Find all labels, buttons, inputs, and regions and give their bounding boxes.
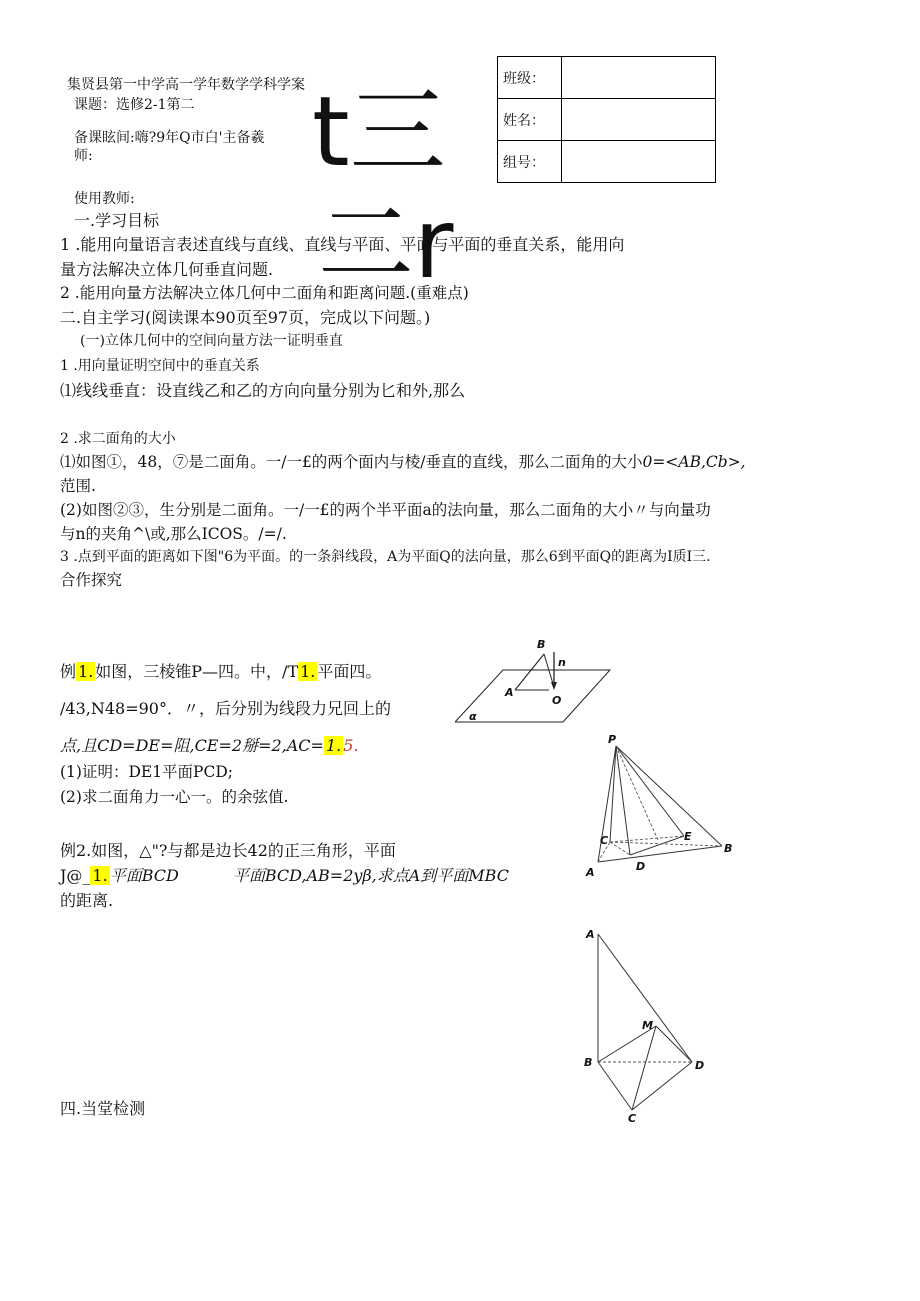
normal-arrowhead	[551, 682, 557, 690]
item1-heading: 1 .用向量证明空间中的垂直关系	[60, 358, 260, 374]
item2-a-line2: 范围.	[60, 477, 96, 495]
plane-alpha	[455, 670, 610, 722]
label-M: M	[642, 1019, 653, 1032]
label-D: D	[695, 1059, 705, 1072]
item2-b-line1: (2)如图②③，生分别是二面角。一/一£的两个半平面a的法向量，那么二面角的大小〃与向量功	[60, 501, 711, 519]
ex1-mid: 如图，三棱锥P—四。中，/T	[95, 662, 299, 681]
topic-line: 课题：选修2-1第二	[74, 97, 195, 113]
ex2-highlight: 1.	[92, 866, 108, 885]
goal1-line1: 1 .能用向量语言表述直线与直线、直线与平面、平面与平面的垂直关系，能用向	[60, 235, 625, 254]
group-value[interactable]	[562, 141, 716, 183]
label-A: A	[586, 866, 595, 879]
edge-CD-hidden	[610, 842, 630, 855]
edge-CD	[632, 1062, 692, 1110]
label-B: B	[584, 1056, 593, 1069]
item2-a-line1	[60, 450, 746, 472]
item2-b-line2: 与n的夹角^\或,那么ICOS。/=/.	[60, 525, 287, 543]
label-A: A	[505, 686, 514, 699]
example2-line3: 的距离.	[60, 891, 114, 910]
edge-MD	[656, 1026, 692, 1062]
ex1-suffix: 平面四。	[317, 662, 382, 681]
label-alpha: α	[469, 710, 477, 723]
school-title: 集贤县第一中学高一学年数学学科学案	[67, 77, 305, 93]
edge-PC	[610, 746, 616, 842]
name-value[interactable]	[562, 99, 716, 141]
label-B: B	[537, 638, 546, 651]
example1-line3	[60, 733, 358, 756]
info-row-group	[498, 141, 716, 183]
example2-line1: 例2.如图，△"?与都是边长42的正三角形，平面	[60, 841, 396, 860]
example1-line2: /43,N48=90°．〃，后分别为线段力兄回上的	[60, 699, 391, 718]
ex2-prefix: J@_	[60, 866, 91, 885]
class-value[interactable]	[562, 57, 716, 99]
student-info-table	[497, 56, 716, 183]
ex1-red-value: 5.	[343, 736, 359, 755]
example1-question1: (1)证明：DE1平面PCD;	[60, 763, 233, 781]
group-label: 组号：	[498, 141, 562, 183]
label-C: C	[628, 1112, 637, 1125]
item1-a: ⑴线线垂直：设直线乙和乙的方向向量分别为匕和外,那么	[60, 381, 466, 400]
section2-title: 二.自主学习(阅读课本90页至97页，完成以下问题。)	[60, 308, 431, 327]
label-O: O	[552, 694, 562, 707]
item2-heading: 2 .求二面角的大小	[60, 431, 176, 447]
teacher-label: 师:	[74, 148, 93, 164]
info-row-class	[498, 57, 716, 99]
label-E: E	[684, 830, 692, 843]
goal1-line2: 量方法解决立体几何垂直问题.	[60, 260, 274, 279]
figure-pyramid-PABC	[578, 730, 748, 880]
class-label: 班级：	[498, 57, 562, 99]
figure-plane-normal	[455, 632, 615, 728]
ex1-prefix: 例	[60, 662, 77, 681]
ex1-l3-prefix: 点,且CD=DE=阻,CE=2掰=2,AC=	[60, 736, 324, 755]
ex1-highlight-1: 1.	[78, 662, 94, 681]
label-C: C	[600, 834, 609, 847]
goal2: 2 .能用向量方法解决立体几何中二面角和距离问题.(重难点)	[60, 284, 469, 302]
label-A: A	[586, 928, 595, 941]
segment-AB	[515, 654, 544, 690]
figure-tetrahedron-ABCD	[580, 922, 720, 1128]
ex2-suffix: 平面BCD,AB=2yβ,求点A到平面MBC	[232, 866, 509, 885]
section1-title: 一.学习目标	[74, 211, 160, 230]
item3: 3 .点到平面的距离如下图"6为平面。的一条斜线段，A为平面Q的法向量，那么6到平面Q的距离为I质I三.	[60, 549, 711, 565]
item2-a-text: ⑴如图①，48，⑦是二面角。一/一£的两个面内与棱/垂直的直线，那么二面角的大小	[60, 453, 643, 471]
cooperation-heading: 合作探究	[60, 571, 123, 589]
name-label: 姓名：	[498, 99, 562, 141]
example1-line1	[60, 659, 381, 682]
ex1-highlight-3: 1.	[325, 736, 342, 755]
edge-AB	[598, 846, 722, 862]
info-row-name	[498, 99, 716, 141]
label-P: P	[608, 733, 617, 746]
edge-PB	[616, 746, 722, 846]
ex2-mid: 平面BCD	[109, 866, 179, 885]
subsection-title: (一)立体几何中的空间向量方法一证明垂直	[80, 333, 343, 349]
use-teacher-line: 使用教师:	[74, 191, 135, 207]
prep-time-line: 备课眩间:嗨?9年Q市白'主备羲	[74, 130, 265, 146]
ocr-artifact-glyphs-2: 二r	[318, 188, 454, 300]
example1-question2: (2)求二面角力一心一。的余弦值.	[60, 788, 289, 806]
edge-CE-hidden	[610, 836, 684, 842]
item2-a-formula: 0=<AB,Cb>,	[642, 453, 746, 471]
section4-title: 四.当堂检测	[60, 1099, 146, 1118]
edge-AD	[598, 934, 692, 1062]
edge-BC	[598, 1062, 632, 1110]
example2-line2	[60, 863, 509, 886]
ex1-highlight-2: 1.	[300, 662, 316, 681]
label-n: n	[558, 656, 566, 669]
label-B: B	[724, 842, 733, 855]
ocr-artifact-glyphs-1: t三	[312, 76, 446, 188]
label-D: D	[636, 860, 646, 873]
